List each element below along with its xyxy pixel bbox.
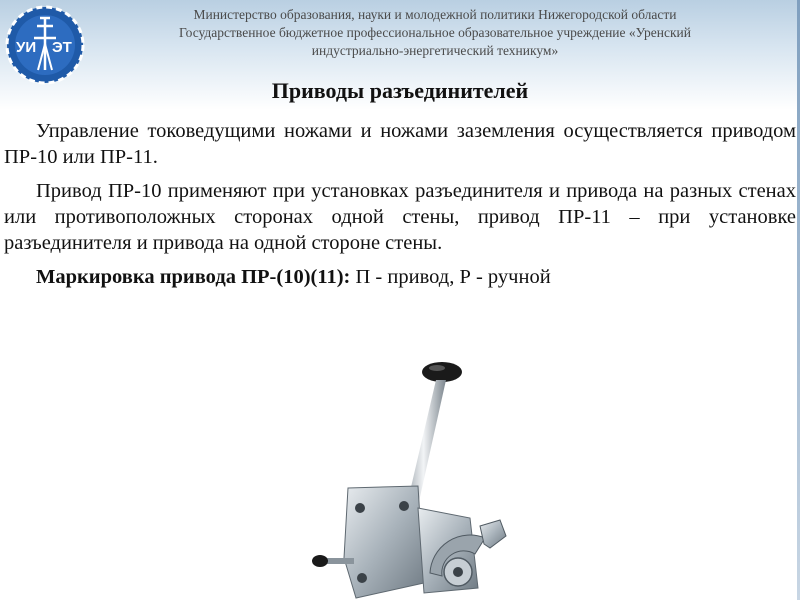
header-line-ministry: Министерство образования, науки и молодежной политики Нижегородской области: [193, 7, 677, 22]
slide-title: Приводы разъединителей: [271, 78, 529, 103]
marking-text: П - привод, Р - ручной: [350, 266, 551, 288]
logo-text-right: ЭТ: [52, 39, 72, 56]
header-line-institution-name: индустриально-энергетический техникум»: [311, 43, 559, 58]
header-line-institution: Государственное бюджетное профессиональное образовательное учреждение «Уренский: [179, 25, 691, 40]
logo-text-left: УИ: [16, 39, 37, 56]
paragraph-control: Управление токоведущими ножами и ножами заземления осуществляется приводом ПР-10 или ПР-11.: [4, 120, 796, 168]
institution-header: [90, 6, 780, 60]
paragraph-marking: [4, 264, 796, 290]
college-logo: [4, 4, 86, 86]
drive-pr-image: [300, 358, 530, 600]
slide-body: [4, 118, 796, 298]
paragraph-pr10-pr11: Привод ПР-10 применяют при установках разъединителя и привода на разных стенах или противоположных сторонах одной стены, привод ПР-11 – при установке разъединителя и привода на одной стороне стены.: [4, 180, 796, 254]
marking-label: Маркировка привода ПР-(10)(11):: [36, 266, 351, 288]
